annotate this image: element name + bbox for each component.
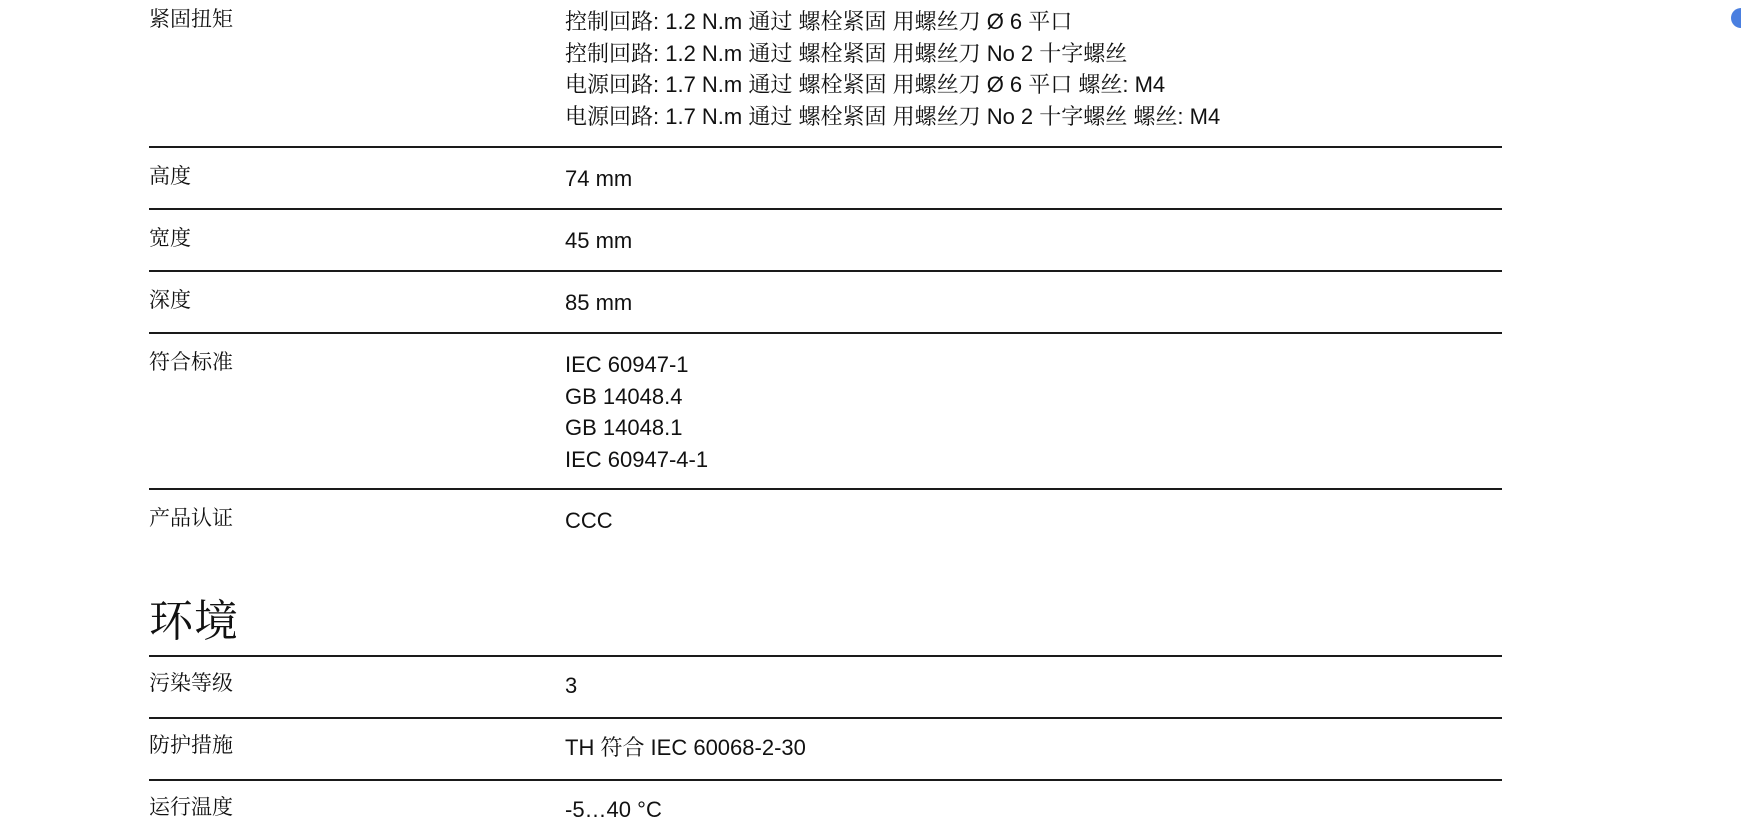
spec-value-line: CCC (565, 508, 613, 533)
spec-label: 运行温度 (149, 796, 233, 819)
spec-value-line: IEC 60947-4-1 (565, 446, 709, 472)
spec-label: 产品认证 (149, 507, 233, 530)
spec-value-line: -5…40 °C (565, 797, 662, 822)
spec-row-certification (149, 490, 1502, 552)
spec-row-pollution-degree (149, 657, 1502, 719)
spec-row-operating-temperature (149, 781, 1502, 829)
spec-row-protection (149, 719, 1502, 781)
spec-value-line: GB 14048.4 (565, 383, 683, 409)
spec-value-line: GB 14048.1 (565, 415, 683, 440)
spec-value (565, 4, 1502, 146)
spec-table-general (149, 4, 1502, 552)
spec-value-line: 85 mm (565, 290, 633, 315)
floating-assistant-icon[interactable] (1731, 8, 1741, 28)
spec-value (565, 668, 1502, 717)
spec-label: 紧固扭矩 (149, 8, 233, 31)
section-title-environment: 环境 (149, 597, 239, 646)
spec-value-line: 45 mm (565, 228, 633, 253)
spec-label: 防护措施 (149, 734, 233, 757)
spec-label: 宽度 (149, 227, 191, 250)
spec-value-line: TH 符合 IEC 60068-2-30 (565, 735, 806, 760)
spec-row-height (149, 148, 1502, 210)
spec-value-line: 电源回路: 1.7 N.m 通过 螺栓紧固 用螺丝刀 Ø 6 平口 螺丝: M4 (565, 72, 1166, 97)
spec-value (565, 223, 1502, 270)
spec-row-standards (149, 334, 1502, 490)
spec-label: 污染等级 (149, 672, 233, 695)
spec-value (565, 730, 1502, 779)
spec-value-line: 控制回路: 1.2 N.m 通过 螺栓紧固 用螺丝刀 Ø 6 平口 (565, 9, 1073, 34)
spec-value-line: IEC 60947-1 (565, 352, 689, 377)
spec-row-depth (149, 272, 1502, 334)
spec-label: 高度 (149, 165, 191, 188)
spec-label: 符合标准 (149, 351, 233, 374)
spec-row-width (149, 210, 1502, 272)
spec-value (565, 161, 1502, 208)
spec-value (565, 347, 1502, 488)
spec-value (565, 285, 1502, 332)
spec-row-tightening-torque (149, 4, 1502, 148)
spec-value-line: 控制回路: 1.2 N.m 通过 螺栓紧固 用螺丝刀 No 2 十字螺丝 (565, 40, 1128, 66)
spec-value (565, 503, 1502, 552)
spec-table-environment (149, 657, 1502, 829)
spec-label: 深度 (149, 289, 191, 312)
spec-value-line: 3 (565, 673, 578, 698)
spec-value-line: 电源回路: 1.7 N.m 通过 螺栓紧固 用螺丝刀 No 2 十字螺丝 螺丝: M4 (565, 103, 1221, 129)
spec-value (565, 792, 1502, 829)
spec-value-line: 74 mm (565, 166, 633, 191)
